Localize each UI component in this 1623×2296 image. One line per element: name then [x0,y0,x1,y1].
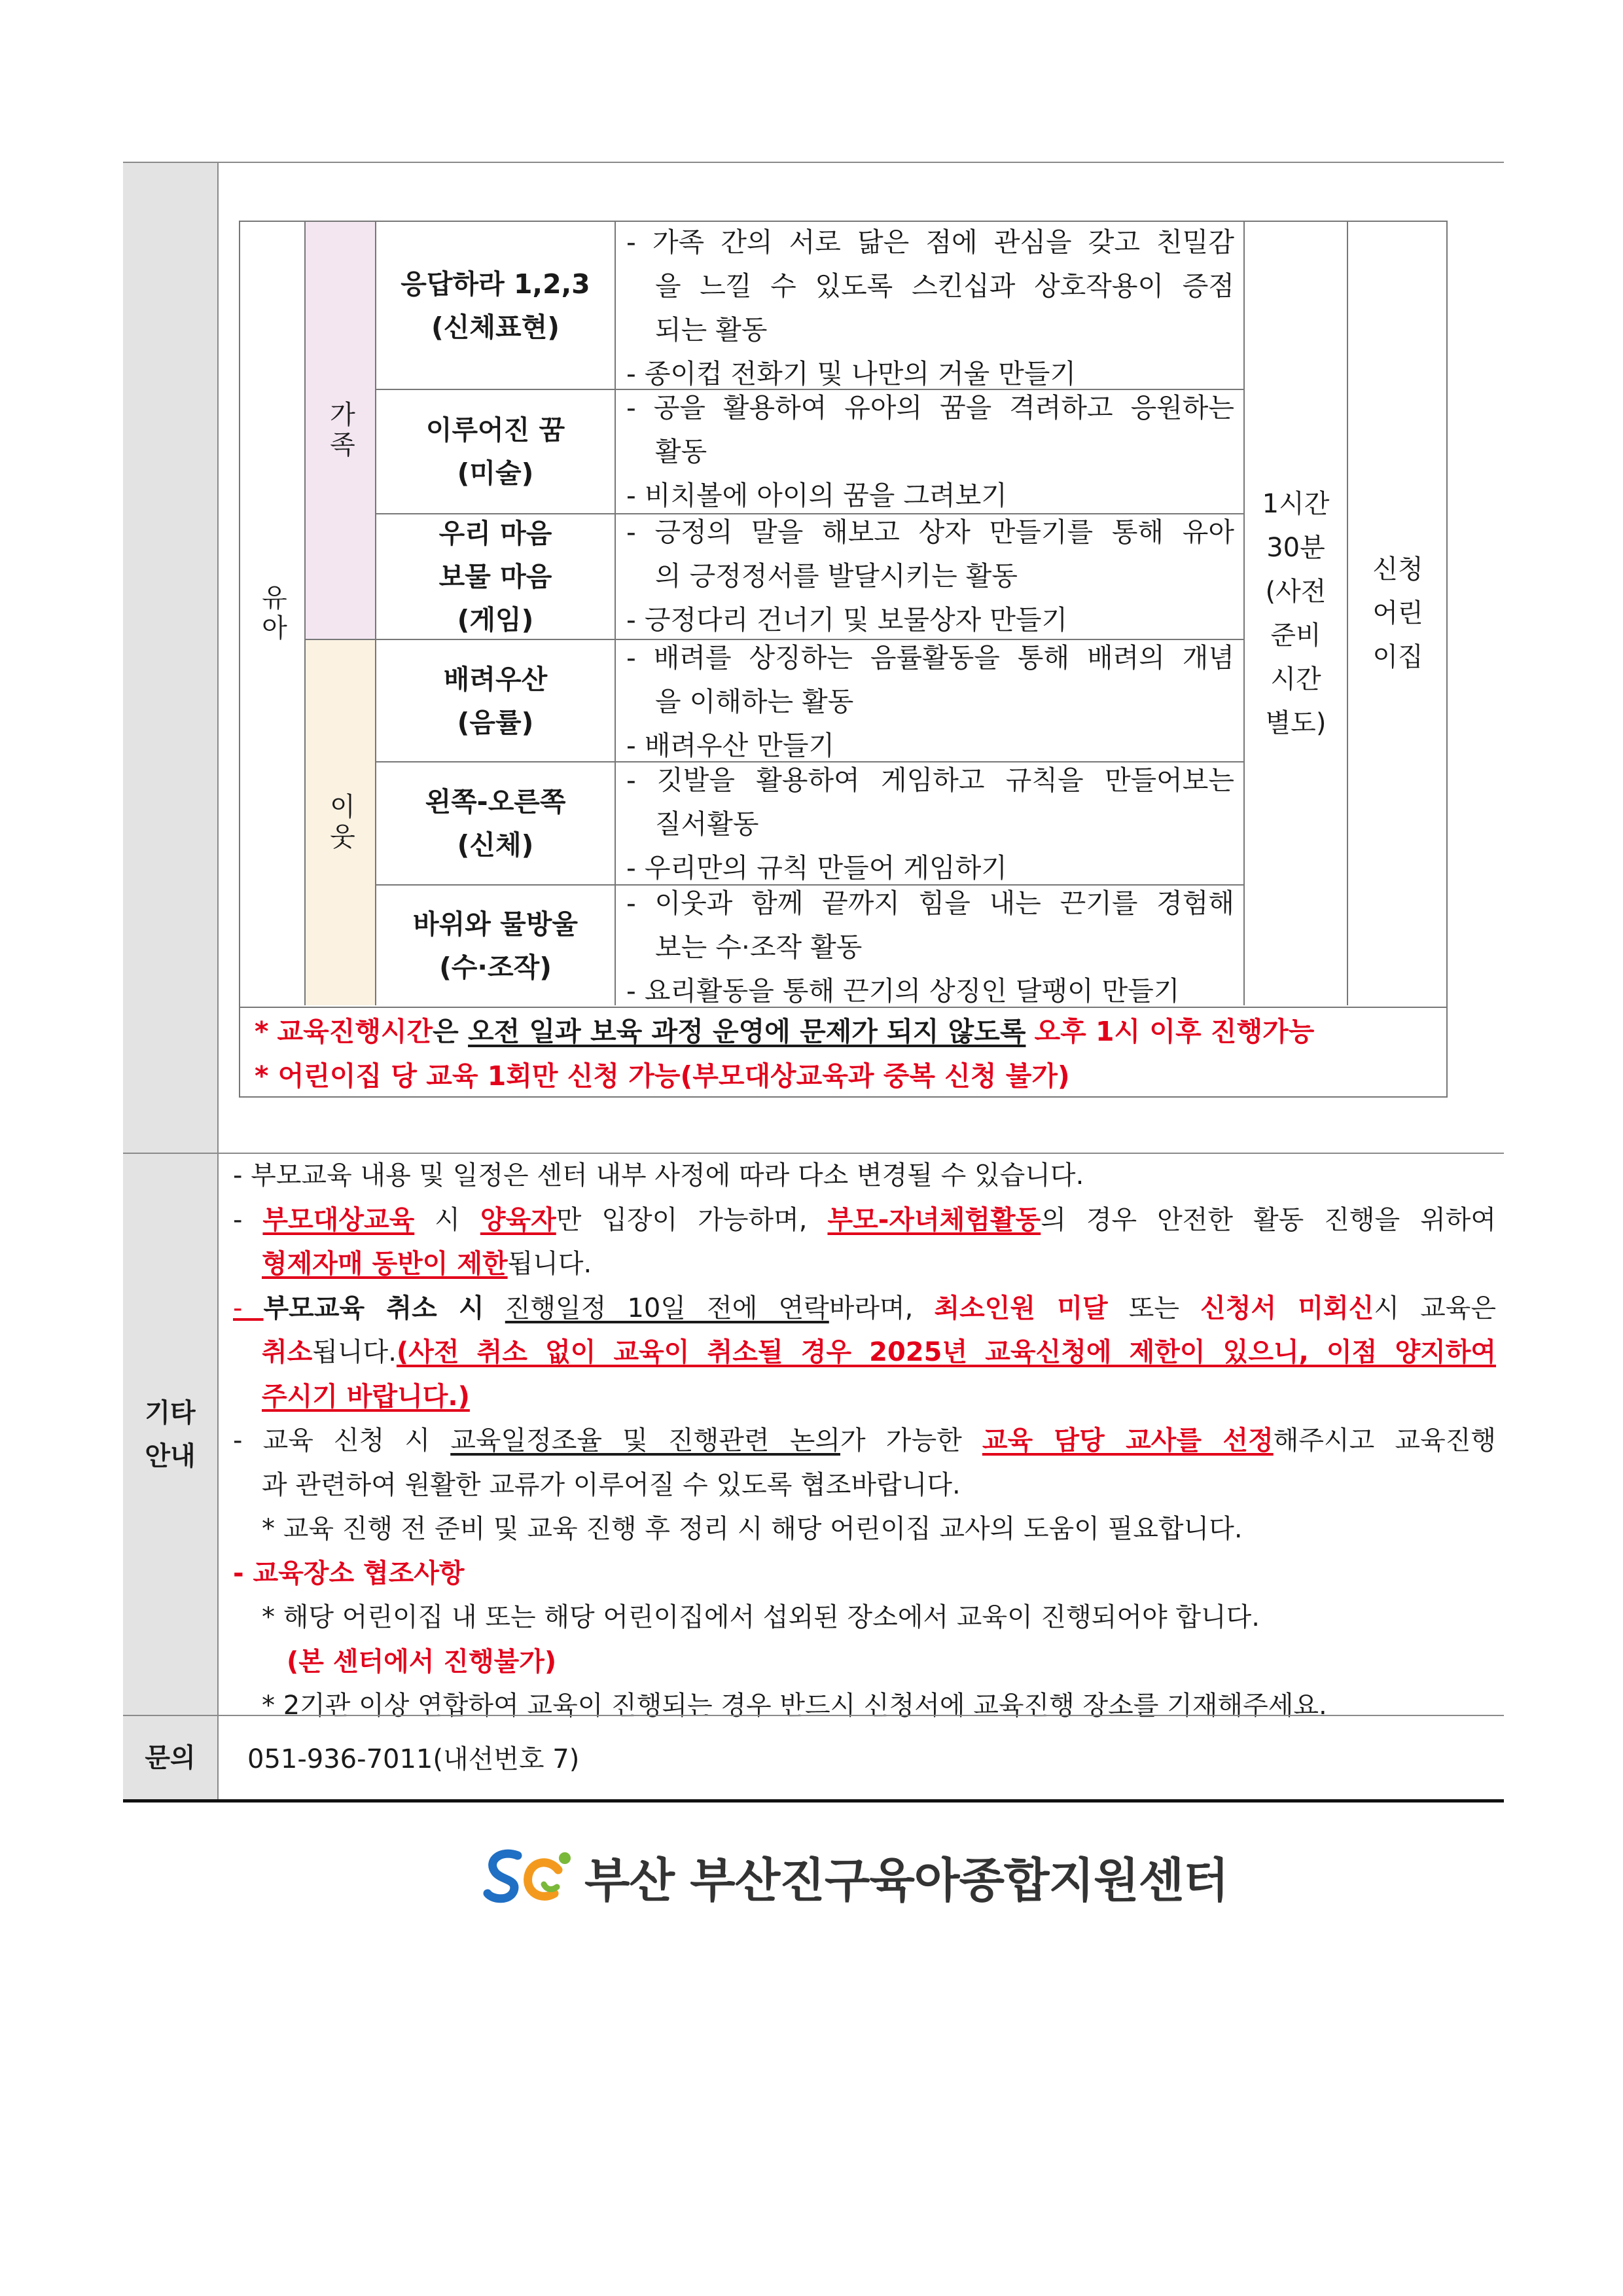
note-one-per-center: * 어린이집 당 교육 1회만 신청 가능(부모대상교육과 중복 신청 불가) [255,1060,1070,1092]
program-name-cell [375,222,615,389]
program-name-cell [375,513,615,639]
age-group-cell [240,222,304,1005]
program-subtitle: (음률) [457,706,534,738]
program-name-cell [375,884,615,1005]
info-line: 주시기 바랍니다.) [262,1381,470,1412]
description-line: - 배려우산 만들기 [626,730,835,761]
contact-section [123,1715,1504,1803]
duration-line: 30분 [1266,532,1325,563]
duration-line: 별도) [1265,708,1327,738]
location-cell [1347,222,1448,1005]
info-line: 취소됩니다.(사전 취소 없이 교육이 취소될 경우 2025년 교육신청에 제한이 있으니, 이점 양지하여 [262,1337,1496,1367]
info-line: * 교육 진행 전 준비 및 교육 진행 후 정리 시 해당 어린이집 교사의 도움이 필요합니다. [262,1514,1243,1544]
contact-label: 문의 [123,1716,219,1799]
other-info-body [233,1154,1496,1729]
program-subtitle: (미술) [457,457,534,489]
duration-line: (사전 [1265,576,1327,607]
program-name-cell [375,389,615,513]
program-description-cell [615,761,1243,884]
info-line: * 2기관 이상 연합하여 교육이 진행되는 경우 반드시 신청서에 교육진행 장소를 기재해주세요. [262,1691,1327,1721]
category-family-cell [304,222,375,639]
category-neighbor-text: 이웃 [325,793,355,853]
info-line: - 부모교육 내용 및 일정은 센터 내부 사정에 따라 다소 변경될 수 있습니다. [233,1160,1084,1191]
center-name: 부산 부산진구육아종합지원센터 [584,1853,1228,1908]
duration-line: 시간 [1270,664,1321,694]
program-title: 이루어진 꿈 [425,414,565,446]
program-description-cell [615,389,1243,513]
description-line: 되는 활동 [655,314,768,346]
program-subtitle: (신체) [457,829,534,861]
other-info-label-line: 기타 [145,1397,196,1428]
note-education-time: * 교육진행시간은 오전 일과 보육 과정 운영에 문제가 되지 않도록 오후 1시 이후 진행가능 [255,1016,1315,1047]
info-line: 형제자매 동반이 제한됩니다. [262,1249,592,1279]
info-line: - 부모교육 취소 시 진행일정 10일 전에 연락바라며, 최소인원 미달 또는 신청서 미회신시 교육은 [233,1293,1496,1323]
description-line: 의 긍정정서를 발달시키는 활동 [655,560,1018,592]
duration-cell [1243,222,1347,1005]
program-description-cell [615,221,1243,389]
contact-phone: 051-936-7011(내선번호 7) [247,1744,580,1774]
program-title: 우리 마음 [438,518,552,549]
program-title: 왼쪽-오른쪽 [425,786,566,817]
category-family-text: 가족 [325,400,355,461]
info-line: 과 관련하여 원활한 교류가 이루어질 수 있도록 협조바랍니다. [262,1469,961,1500]
program-description-cell [615,513,1243,639]
description-line: 활동 [655,436,707,467]
info-line: - 교육장소 협조사항 [233,1558,465,1588]
info-line: - 교육 신청 시 교육일정조율 및 진행관련 논의가 가능한 교육 담당 교사를 선정해주시고 교육진행 [233,1426,1496,1456]
location-line: 이집 [1372,642,1423,672]
program-table-notes [240,1007,1446,1098]
program-title: 바위와 물방울 [413,908,578,940]
program-title: 배려우산 [443,663,548,695]
program-name-cell [375,761,615,884]
location-line: 어린 [1372,598,1423,628]
program-description-cell [615,884,1243,1005]
description-line: - 배려를 상징하는 음률활동을 통해 배려의 개념 [626,642,1234,673]
info-line: (본 센터에서 진행불가) [287,1646,557,1677]
program-section-label-cell [123,163,219,1153]
other-info-label [123,1154,219,1715]
age-group-text: 유아 [257,583,287,644]
info-line: - 부모대상교육 시 양육자만 입장이 가능하며, 부모-자녀체험활동의 경우 안전한 활동 진행을 위하여 [233,1204,1496,1235]
program-description-cell [615,639,1243,761]
description-line: 보는 수·조작 활동 [655,931,863,963]
description-line: - 가족 간의 서로 닮은 점에 관심을 갖고 친밀감 [626,226,1234,258]
program-subtitle: (게임) [457,604,534,636]
program-subtitle: (신체표현) [431,311,560,343]
program-name-cell [375,639,615,761]
description-line: - 긍정의 말을 해보고 상자 만들기를 통해 유아 [626,516,1234,548]
program-table [239,221,1448,1098]
description-line: - 공을 활용하여 유아의 꿈을 격려하고 응원하는 [626,392,1234,423]
description-line: 질서활동 [655,808,759,840]
center-logo-icon [481,1844,573,1909]
description-line: - 긍정다리 건너기 및 보물상자 만들기 [626,604,1068,636]
description-line: 을 이해하는 활동 [655,686,854,717]
description-line: - 종이컵 전화기 및 나만의 거울 만들기 [626,358,1077,389]
category-neighbor-cell [304,639,375,1005]
other-info-label-line: 안내 [145,1441,196,1471]
description-line: - 우리만의 규칙 만들어 게임하기 [626,852,1007,884]
location-line: 신청 [1372,554,1423,584]
description-line: 을 느낄 수 있도록 스킨십과 상호작용이 증점 [655,270,1234,302]
description-line: - 이웃과 함께 끝까지 힘을 내는 끈기를 경험해 [626,888,1234,919]
description-line: - 깃발을 활용하여 게임하고 규칙을 만들어보는 [626,764,1234,796]
description-line: - 요리활동을 통해 끈기의 상징인 달팽이 만들기 [626,975,1180,1007]
program-subtitle: (수·조작) [439,951,552,983]
footer-logo [481,1840,1228,1912]
duration-line: 1시간 [1262,488,1330,519]
duration-line: 준비 [1270,620,1321,651]
program-title: 응답하라 1,2,3 [401,268,590,300]
info-line: * 해당 어린이집 내 또는 해당 어린이집에서 섭외된 장소에서 교육이 진행되어야 합니다. [262,1602,1260,1632]
program-title-line2: 보물 마음 [438,561,552,592]
other-info-section [123,1153,1504,1721]
description-line: - 비치볼에 아이의 꿈을 그려보기 [626,480,1007,511]
